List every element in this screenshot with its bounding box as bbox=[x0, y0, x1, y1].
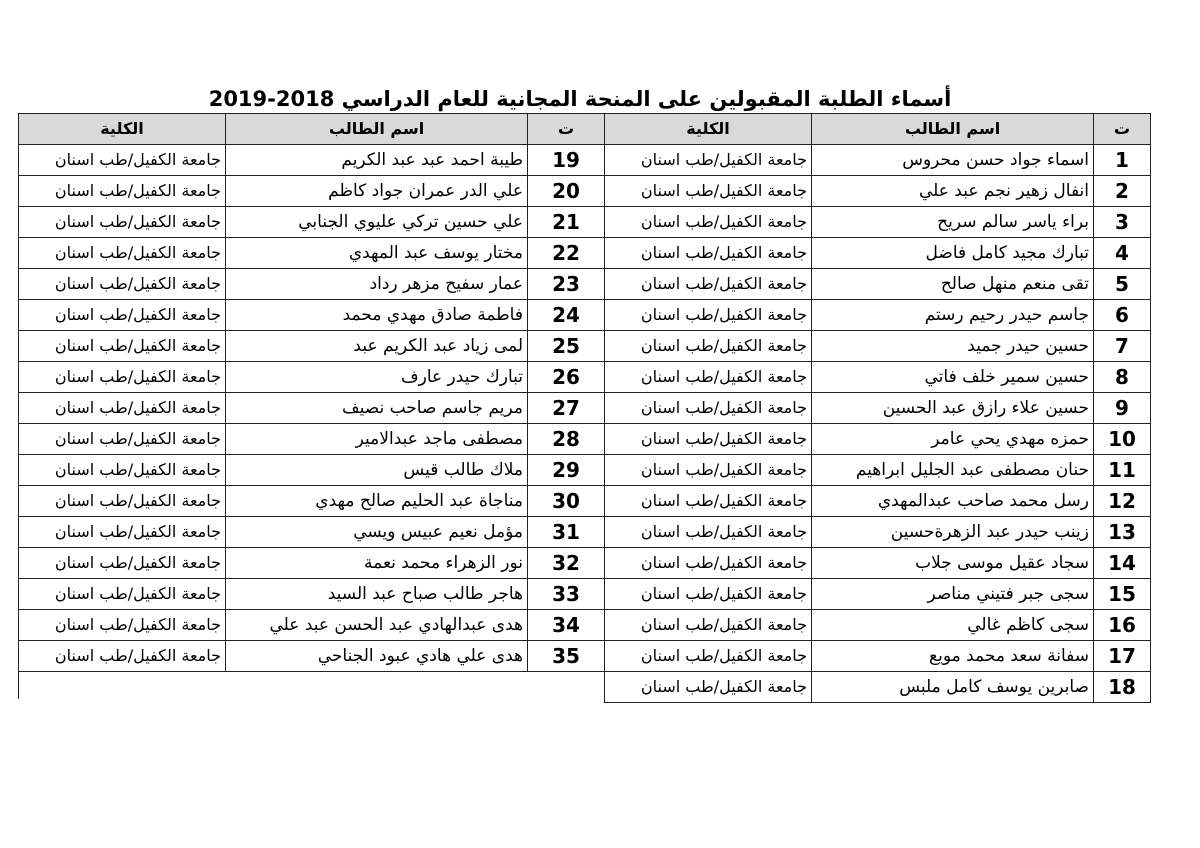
college-name: جامعة الكفيل/طب اسنان bbox=[19, 145, 226, 176]
students-table-right bbox=[604, 113, 1151, 703]
table-body-left bbox=[19, 145, 605, 672]
row-number: 18 bbox=[1094, 672, 1151, 703]
table-row bbox=[19, 300, 605, 331]
college-name: جامعة الكفيل/طب اسنان bbox=[605, 424, 812, 455]
college-name: جامعة الكفيل/طب اسنان bbox=[19, 486, 226, 517]
table-row bbox=[605, 610, 1151, 641]
student-name: حمزه مهدي يحي عامر bbox=[812, 424, 1094, 455]
col-header-name: اسم الطالب bbox=[226, 114, 528, 145]
row-number: 23 bbox=[528, 269, 605, 300]
table-row bbox=[605, 393, 1151, 424]
student-name: تبارك مجيد كامل فاضل bbox=[812, 238, 1094, 269]
college-name: جامعة الكفيل/طب اسنان bbox=[19, 300, 226, 331]
college-name: جامعة الكفيل/طب اسنان bbox=[605, 362, 812, 393]
college-name: جامعة الكفيل/طب اسنان bbox=[605, 486, 812, 517]
table-row bbox=[19, 610, 605, 641]
table-row bbox=[605, 424, 1151, 455]
table-row bbox=[19, 641, 605, 672]
row-number: 10 bbox=[1094, 424, 1151, 455]
college-name: جامعة الكفيل/طب اسنان bbox=[605, 548, 812, 579]
row-number: 2 bbox=[1094, 176, 1151, 207]
college-name: جامعة الكفيل/طب اسنان bbox=[19, 424, 226, 455]
table-row bbox=[605, 579, 1151, 610]
college-name: جامعة الكفيل/طب اسنان bbox=[605, 517, 812, 548]
college-name: جامعة الكفيل/طب اسنان bbox=[19, 455, 226, 486]
table-row bbox=[605, 331, 1151, 362]
college-name: جامعة الكفيل/طب اسنان bbox=[605, 207, 812, 238]
student-name: اسماء جواد حسن محروس bbox=[812, 145, 1094, 176]
table-row bbox=[605, 517, 1151, 548]
student-name: سفانة سعد محمد مويع bbox=[812, 641, 1094, 672]
row-number: 20 bbox=[528, 176, 605, 207]
student-name: انفال زهير نجم عبد علي bbox=[812, 176, 1094, 207]
college-name: جامعة الكفيل/طب اسنان bbox=[19, 362, 226, 393]
row-number: 27 bbox=[528, 393, 605, 424]
student-name: مصطفى ماجد عبدالامير bbox=[226, 424, 528, 455]
college-name: جامعة الكفيل/طب اسنان bbox=[19, 176, 226, 207]
row-number: 12 bbox=[1094, 486, 1151, 517]
table-row bbox=[605, 486, 1151, 517]
student-name: لمى زياد عبد الكريم عبد bbox=[226, 331, 528, 362]
table-row bbox=[19, 579, 605, 610]
college-name: جامعة الكفيل/طب اسنان bbox=[605, 641, 812, 672]
student-name: حسين علاء رازق عبد الحسين bbox=[812, 393, 1094, 424]
row-number: 4 bbox=[1094, 238, 1151, 269]
student-name: سجى جبر فتيني مناصر bbox=[812, 579, 1094, 610]
row-number: 6 bbox=[1094, 300, 1151, 331]
student-name: حسين حيدر جميد bbox=[812, 331, 1094, 362]
table-row bbox=[605, 362, 1151, 393]
table-row bbox=[605, 176, 1151, 207]
college-name: جامعة الكفيل/طب اسنان bbox=[605, 672, 812, 703]
row-number: 22 bbox=[528, 238, 605, 269]
college-name: جامعة الكفيل/طب اسنان bbox=[605, 393, 812, 424]
college-name: جامعة الكفيل/طب اسنان bbox=[605, 145, 812, 176]
college-name: جامعة الكفيل/طب اسنان bbox=[605, 579, 812, 610]
row-number: 30 bbox=[528, 486, 605, 517]
table-row bbox=[19, 145, 605, 176]
row-number: 35 bbox=[528, 641, 605, 672]
table-row bbox=[19, 548, 605, 579]
table-row bbox=[605, 238, 1151, 269]
table-row bbox=[605, 145, 1151, 176]
college-name: جامعة الكفيل/طب اسنان bbox=[605, 176, 812, 207]
student-name: زينب حيدر عبد الزهرةحسين bbox=[812, 517, 1094, 548]
college-name: جامعة الكفيل/طب اسنان bbox=[19, 610, 226, 641]
student-name: هدى عبدالهادي عبد الحسن عبد علي bbox=[226, 610, 528, 641]
college-name: جامعة الكفيل/طب اسنان bbox=[19, 238, 226, 269]
row-number: 8 bbox=[1094, 362, 1151, 393]
row-number: 24 bbox=[528, 300, 605, 331]
college-name: جامعة الكفيل/طب اسنان bbox=[19, 207, 226, 238]
table-row bbox=[19, 176, 605, 207]
table-left-edge bbox=[18, 667, 19, 699]
table-row bbox=[19, 207, 605, 238]
college-name: جامعة الكفيل/طب اسنان bbox=[19, 548, 226, 579]
table-row bbox=[605, 672, 1151, 703]
row-number: 15 bbox=[1094, 579, 1151, 610]
student-name: براء ياسر سالم سريح bbox=[812, 207, 1094, 238]
row-number: 25 bbox=[528, 331, 605, 362]
student-name: حسين سمير خلف فاتي bbox=[812, 362, 1094, 393]
row-number: 29 bbox=[528, 455, 605, 486]
row-number: 5 bbox=[1094, 269, 1151, 300]
student-name: علي الدر عمران جواد كاظم bbox=[226, 176, 528, 207]
page-title: أسماء الطلبة المقبولين على المنحة المجانية للعام الدراسي 2018-2019 bbox=[208, 87, 952, 111]
table-row bbox=[605, 269, 1151, 300]
row-number: 21 bbox=[528, 207, 605, 238]
student-name: هاجر طالب صباح عبد السيد bbox=[226, 579, 528, 610]
table-row bbox=[19, 269, 605, 300]
table-row bbox=[605, 207, 1151, 238]
row-number: 32 bbox=[528, 548, 605, 579]
table-header-row bbox=[19, 114, 605, 145]
table-row bbox=[605, 641, 1151, 672]
student-name: تقى منعم منهل صالح bbox=[812, 269, 1094, 300]
student-name: هدى علي هادي عبود الجناحي bbox=[226, 641, 528, 672]
col-header-num: ت bbox=[528, 114, 605, 145]
row-number: 33 bbox=[528, 579, 605, 610]
college-name: جامعة الكفيل/طب اسنان bbox=[605, 331, 812, 362]
college-name: جامعة الكفيل/طب اسنان bbox=[605, 238, 812, 269]
row-number: 1 bbox=[1094, 145, 1151, 176]
college-name: جامعة الكفيل/طب اسنان bbox=[605, 610, 812, 641]
college-name: جامعة الكفيل/طب اسنان bbox=[605, 300, 812, 331]
col-header-name: اسم الطالب bbox=[812, 114, 1094, 145]
row-number: 7 bbox=[1094, 331, 1151, 362]
col-header-num: ت bbox=[1094, 114, 1151, 145]
row-number: 17 bbox=[1094, 641, 1151, 672]
student-name: طيبة احمد عبد عبد الكريم bbox=[226, 145, 528, 176]
college-name: جامعة الكفيل/طب اسنان bbox=[19, 517, 226, 548]
students-table-left bbox=[18, 113, 605, 672]
student-name: نور الزهراء محمد نعمة bbox=[226, 548, 528, 579]
col-header-college: الكلية bbox=[605, 114, 812, 145]
table-row bbox=[19, 486, 605, 517]
student-name: حنان مصطفى عبد الجليل ابراهيم bbox=[812, 455, 1094, 486]
college-name: جامعة الكفيل/طب اسنان bbox=[19, 579, 226, 610]
row-number: 19 bbox=[528, 145, 605, 176]
student-name: جاسم حيدر رحيم رستم bbox=[812, 300, 1094, 331]
col-header-college: الكلية bbox=[19, 114, 226, 145]
student-name: فاطمة صادق مهدي محمد bbox=[226, 300, 528, 331]
student-name: تبارك حيدر عارف bbox=[226, 362, 528, 393]
row-number: 31 bbox=[528, 517, 605, 548]
row-number: 26 bbox=[528, 362, 605, 393]
table-body-right bbox=[605, 145, 1151, 703]
table-row bbox=[19, 424, 605, 455]
college-name: جامعة الكفيل/طب اسنان bbox=[19, 331, 226, 362]
row-number: 3 bbox=[1094, 207, 1151, 238]
table-row bbox=[19, 331, 605, 362]
college-name: جامعة الكفيل/طب اسنان bbox=[605, 269, 812, 300]
row-number: 14 bbox=[1094, 548, 1151, 579]
student-name: سجاد عقيل موسى جلاب bbox=[812, 548, 1094, 579]
table-row bbox=[605, 548, 1151, 579]
college-name: جامعة الكفيل/طب اسنان bbox=[19, 393, 226, 424]
row-number: 16 bbox=[1094, 610, 1151, 641]
table-row bbox=[19, 517, 605, 548]
table-row bbox=[19, 362, 605, 393]
student-name: مؤمل نعيم عبيس ويسي bbox=[226, 517, 528, 548]
table-row bbox=[605, 300, 1151, 331]
row-number: 13 bbox=[1094, 517, 1151, 548]
table-row bbox=[605, 455, 1151, 486]
student-name: مناجاة عبد الحليم صالح مهدي bbox=[226, 486, 528, 517]
college-name: جامعة الكفيل/طب اسنان bbox=[19, 269, 226, 300]
student-name: عمار سفيح مزهر رداد bbox=[226, 269, 528, 300]
student-name: ملاك طالب قيس bbox=[226, 455, 528, 486]
student-name: سجى كاظم غالي bbox=[812, 610, 1094, 641]
row-number: 9 bbox=[1094, 393, 1151, 424]
student-name: مريم جاسم صاحب نصيف bbox=[226, 393, 528, 424]
table-row bbox=[19, 393, 605, 424]
student-name: صابرين يوسف كامل ملبس bbox=[812, 672, 1094, 703]
table-header-row bbox=[605, 114, 1151, 145]
student-name: علي حسين تركي عليوي الجنابي bbox=[226, 207, 528, 238]
row-number: 28 bbox=[528, 424, 605, 455]
student-name: مختار يوسف عبد المهدي bbox=[226, 238, 528, 269]
college-name: جامعة الكفيل/طب اسنان bbox=[19, 641, 226, 672]
row-number: 11 bbox=[1094, 455, 1151, 486]
table-row bbox=[19, 238, 605, 269]
table-row bbox=[19, 455, 605, 486]
row-number: 34 bbox=[528, 610, 605, 641]
student-name: رسل محمد صاحب عبدالمهدي bbox=[812, 486, 1094, 517]
college-name: جامعة الكفيل/طب اسنان bbox=[605, 455, 812, 486]
